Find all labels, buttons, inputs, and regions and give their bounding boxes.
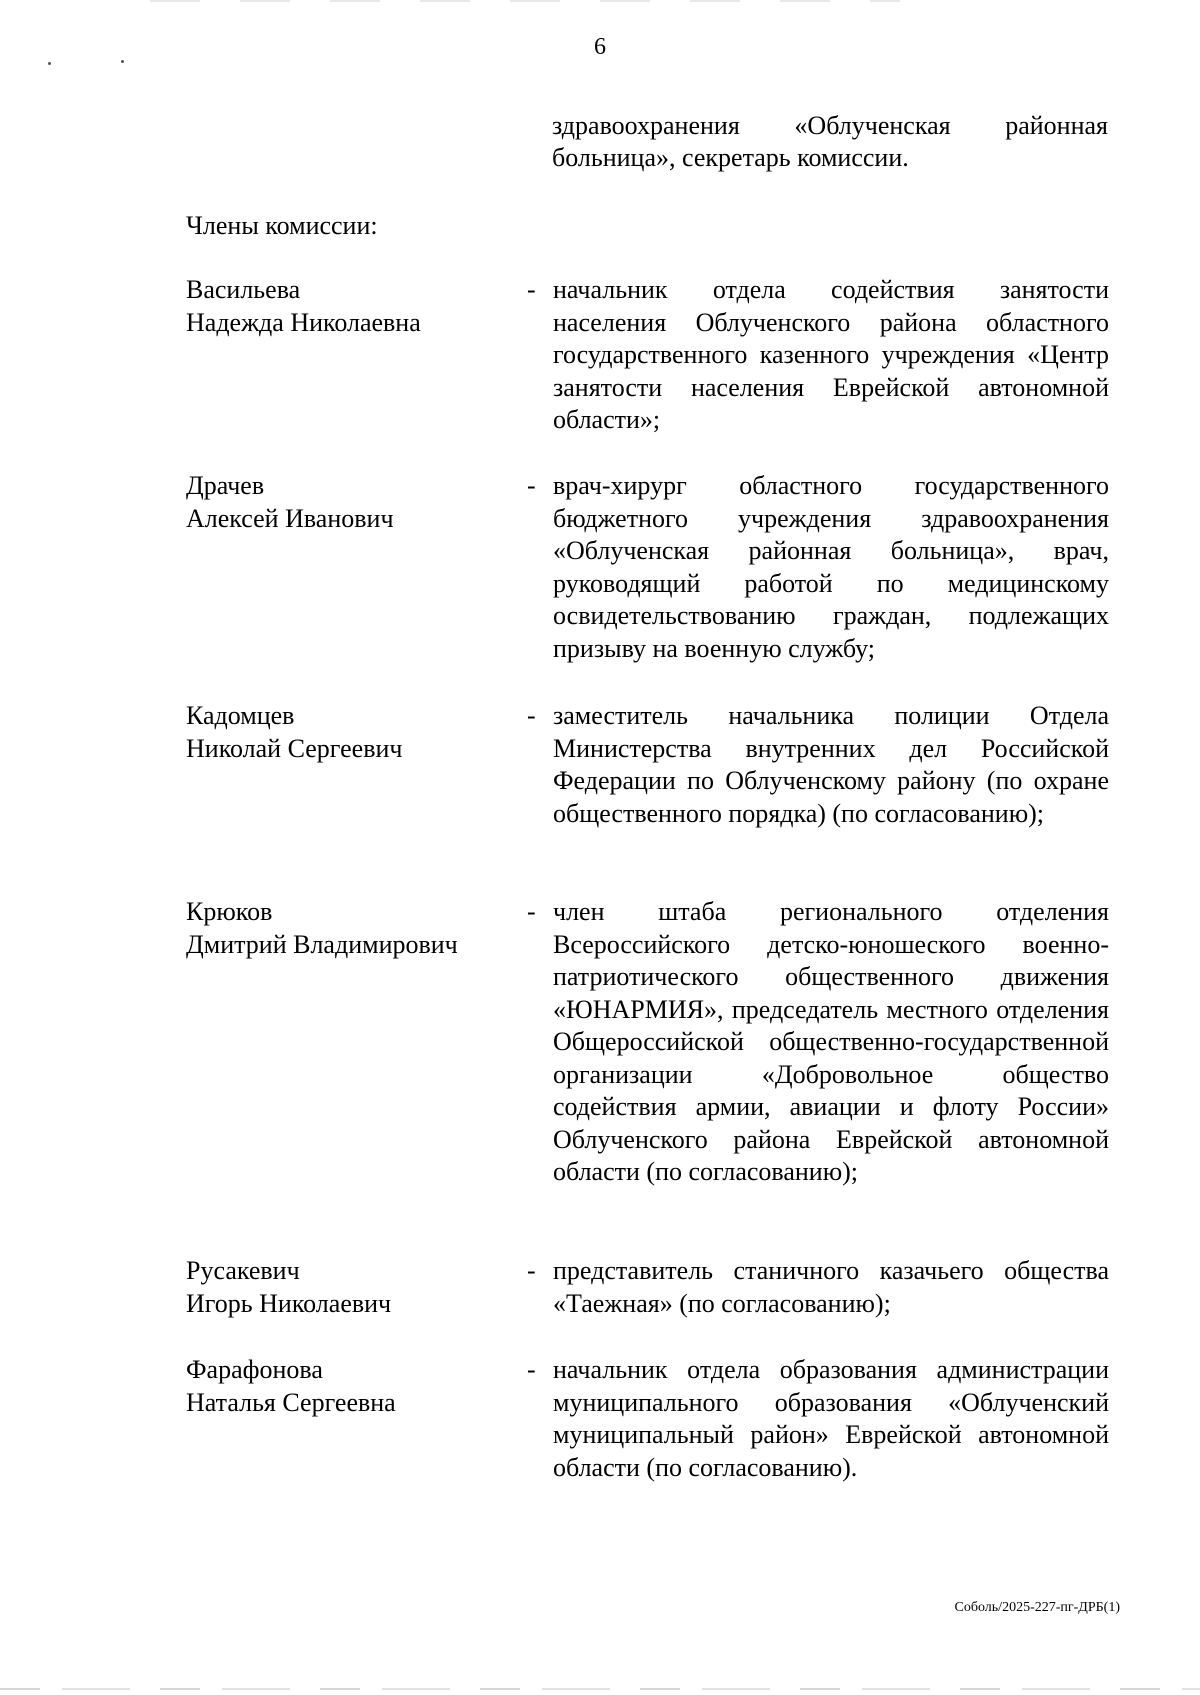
intro-continuation: здравоохранения «Облученская районная больница», секретарь комиссии. xyxy=(552,111,1108,172)
member-name xyxy=(186,274,516,339)
member-name xyxy=(186,1354,516,1419)
member-given-names: Наталья Сергеевна xyxy=(186,1387,396,1417)
member-name xyxy=(186,1255,516,1320)
member-surname: Васильева xyxy=(186,275,301,304)
member-surname: Фарафонова xyxy=(186,1355,323,1384)
page-number: 6 xyxy=(594,34,606,60)
member-dash: - xyxy=(527,1256,536,1285)
scan-artifact-top xyxy=(150,0,900,2)
member-name xyxy=(186,896,516,961)
member-surname: Крюков xyxy=(186,897,273,926)
member-surname: Кадомцев xyxy=(186,701,295,730)
member-name xyxy=(186,700,516,765)
member-given-names: Игорь Николаевич xyxy=(186,1288,392,1318)
document-code: Соболь/2025-227-пг-ДРБ(1) xyxy=(954,1600,1120,1615)
member-role: начальник отдела содействия занятости населения Облученского района областного государственного казенного учреждения «Центр занятости населения Еврейской автономной области»; xyxy=(553,275,1109,434)
member-dash: - xyxy=(527,471,536,500)
member-dash: - xyxy=(527,701,536,730)
member-role: представитель станичного казачьего общества «Таежная» (по согласованию); xyxy=(553,1256,1109,1318)
member-name xyxy=(186,470,516,535)
member-role: врач-хирург областного государственного бюджетного учреждения здравоохранения «Облученская районная больница», врач, руководящий работой по медицинскому освидетельствованию граждан, подлежащих призыву на военную службу; xyxy=(553,471,1109,663)
member-dash: - xyxy=(527,897,536,926)
member-dash: - xyxy=(527,275,536,304)
member-role: член штаба регионального отделения Всероссийского детско-юношеского военно-патриотического общественного движения «ЮНАРМИЯ», председатель местного отделения Общероссийской общественно-государственной организации «Добровольное общество содействия армии, авиации и флоту России» Облученского района Еврейской автономной области (по согласованию); xyxy=(553,897,1109,1186)
member-given-names: Надежда Николаевна xyxy=(186,307,421,337)
member-surname: Драчев xyxy=(186,471,265,500)
member-surname: Русакевич xyxy=(186,1256,300,1285)
member-role: начальник отдела образования администрации муниципального образования «Облученский муниципальный район» Еврейской автономной области (по согласованию). xyxy=(553,1355,1109,1482)
member-role: заместитель начальника полиции Отдела Министерства внутренних дел Российской Федерации по Облученскому району (по охране общественного порядка) (по согласованию); xyxy=(553,701,1109,828)
member-given-names: Николай Сергеевич xyxy=(186,733,403,763)
scan-artifact-bottom xyxy=(0,1688,1200,1690)
scan-speck xyxy=(48,62,51,65)
member-given-names: Алексей Иванович xyxy=(186,503,394,533)
member-dash: - xyxy=(527,1355,536,1384)
section-heading: Члены комиссии: xyxy=(186,211,378,240)
member-given-names: Дмитрий Владимирович xyxy=(186,929,458,959)
